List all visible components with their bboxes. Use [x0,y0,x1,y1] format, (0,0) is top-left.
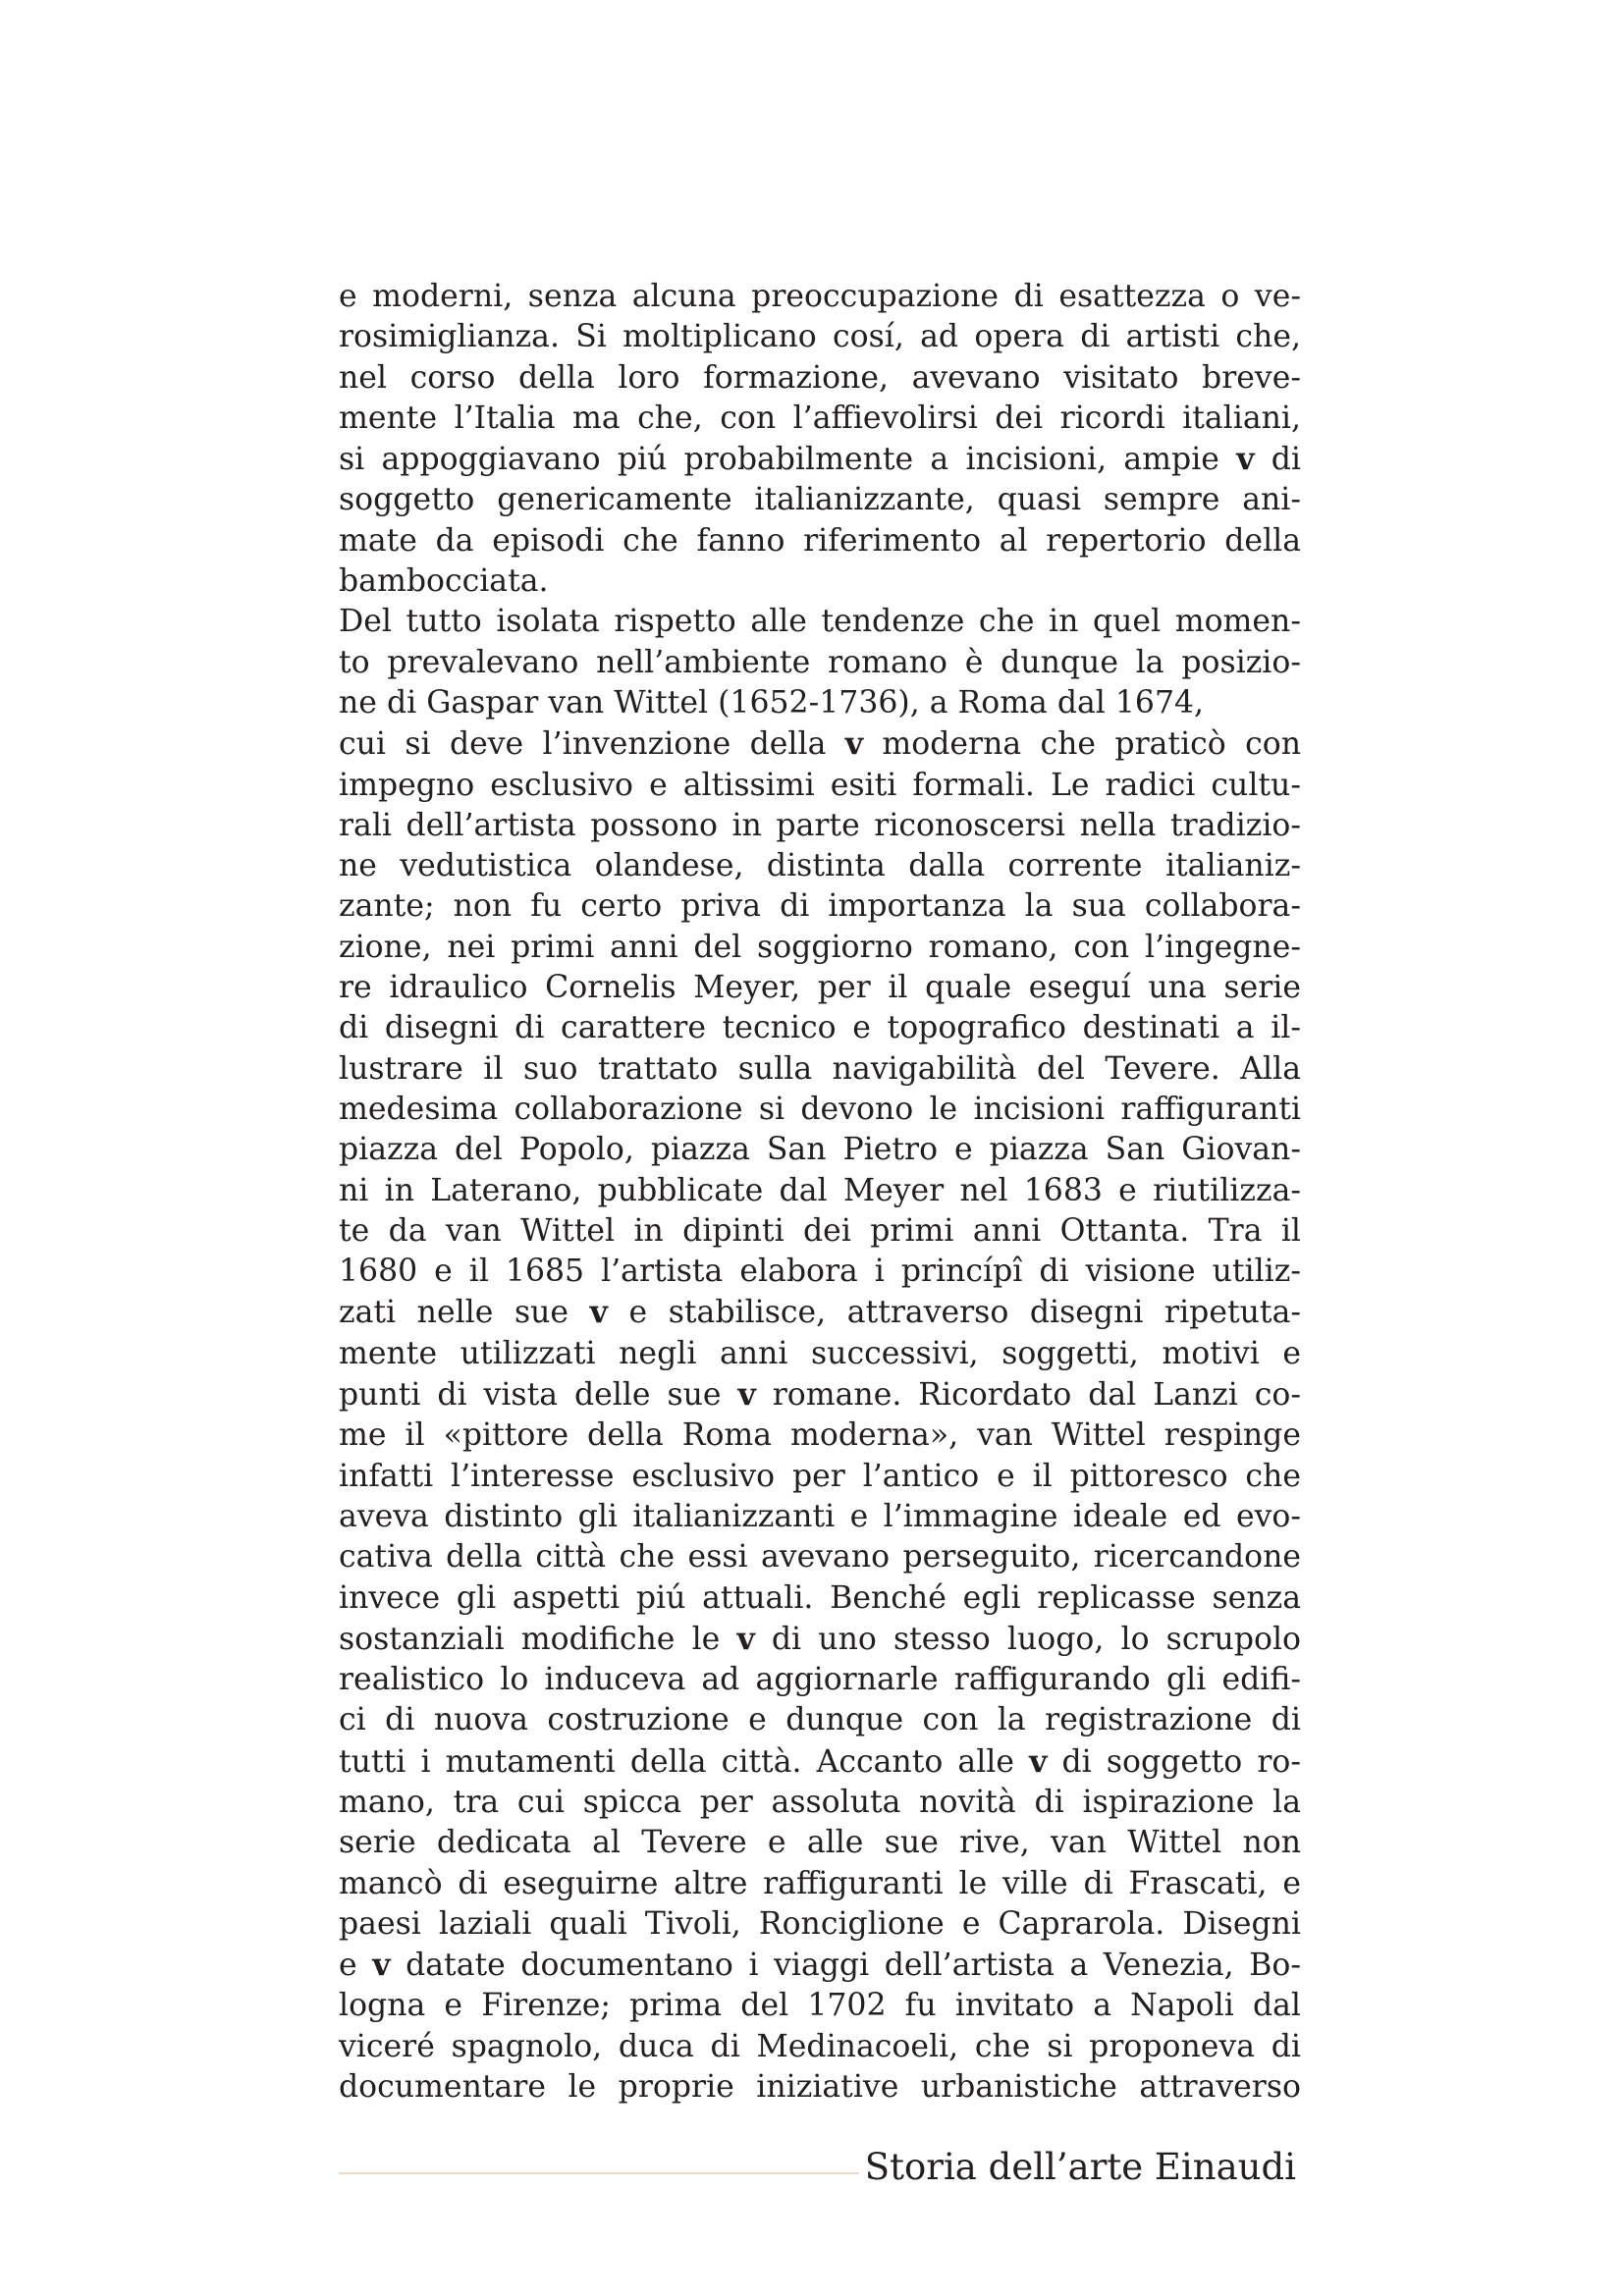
text-line: zione, nei primi anni del soggiorno romano, con l’ingegne- [339,929,1301,965]
text-line: cativa della città che essi avevano perseguito, ricercandone [339,1539,1301,1575]
text-line: rali dell’artista possono in parte riconoscersi nella tradizio- [339,807,1301,843]
text-line: te da van Wittel in dipinti dei primi anni Ottanta. Tra il [339,1212,1301,1249]
text-line: mate da episodi che fanno riferimento al repertorio della [339,522,1301,559]
bold-abbreviation: v [844,725,864,763]
text-line: invece gli aspetti piú attuali. Benché egli replicasse senza [339,1579,1301,1616]
text-line: sostanziali modifiche le v di uno stesso luogo, lo scrupolo [339,1620,1301,1657]
text-line: mente l’Italia ma che, con l’affievolirsi dei ricordi italiani, [339,400,1301,436]
text-line: zati nelle sue v e stabilisce, attraverso disegni ripetuta- [339,1294,1301,1331]
text-line: ne di Gaspar van Wittel (1652-1736), a Roma dal 1674, [339,684,1205,721]
text-line: mano, tra cui spicca per assoluta novità di ispirazione la [339,1784,1301,1820]
text-line: serie dedicata al Tevere e alle sue rive, van Wittel non [339,1825,1301,1861]
text-line: medesima collaborazione si devono le incisioni raffiguranti [339,1091,1301,1127]
text-line: paesi laziali quali Tivoli, Ronciglione e Caprarola. Disegni [339,1905,1301,1942]
text-line: logna e Firenze; prima del 1702 fu invitato a Napoli dal [339,1988,1301,2024]
text-line: infatti l’interesse esclusivo per l’antico e il pittoresco che [339,1458,1301,1494]
text-line: cui si deve l’invenzione della v moderna che praticò con [339,725,1302,763]
text-line: di disegni di carattere tecnico e topografico destinati a il- [339,1010,1301,1046]
text-line: si appoggiavano piú probabilmente a incisioni, ampie v di [339,441,1301,478]
body-text [339,277,1301,2108]
text-line: realistico lo induceva ad aggiornarle raffigurando gli edifi- [339,1662,1301,1698]
text-line: e moderni, senza alcuna preoccupazione di esattezza o ve- [339,279,1301,314]
text-line: impegno esclusivo e altissimi esiti formali. Le radici cultu- [339,767,1301,803]
text-line: nel corso della loro formazione, avevano visitato breve- [339,359,1301,396]
text-line: mente utilizzati negli anni successivi, soggetti, motivi e [339,1335,1301,1371]
bold-abbreviation: v [589,1294,608,1331]
text-line: lustrare il suo trattato sulla navigabilità del Tevere. Alla [339,1050,1301,1087]
text-line: aveva distinto gli italianizzanti e l’immagine ideale ed evo- [339,1498,1301,1534]
bold-abbreviation: v [1236,441,1255,478]
text-line: Del tutto isolata rispetto alle tendenze che in quel momen- [339,604,1301,640]
text-line: e v datate documentano i viaggi dell’artista a Venezia, Bo- [339,1947,1302,1984]
text-line: mancò di eseguirne altre raffiguranti le ville di Frascati, e [339,1865,1301,1901]
text-line: viceré spagnolo, duca di Medinacoeli, che si proponeva di [339,2028,1301,2064]
text-line: punti di vista delle sue v romane. Ricordato dal Lanzi co- [339,1376,1301,1414]
text-line: me il «pittore della Roma moderna», van Wittel respinge [339,1417,1301,1454]
text-line: rosimiglianza. Si moltiplicano cosí, ad opera di artisti che, [339,319,1301,355]
bold-abbreviation: v [1029,1742,1048,1780]
text-line: re idraulico Cornelis Meyer, per il quale eseguí una serie [339,970,1301,1006]
footer-title: Storia dell’arte Einaudi [864,2146,1296,2188]
bold-abbreviation: v [372,1947,391,1984]
text-line: piazza del Popolo, piazza San Pietro e piazza San Giovan- [339,1132,1301,1168]
footer-rule [339,2172,859,2174]
text-line: tutti i mutamenti della città. Accanto alle v di soggetto ro- [339,1742,1302,1780]
text-line: documentare le proprie iniziative urbanistiche attraverso [339,2069,1301,2106]
text-line: bambocciata. [339,563,549,600]
text-line: ni in Laterano, pubblicate dal Meyer nel 1683 e riutilizza- [339,1172,1301,1208]
text-line: soggetto genericamente italianizzante, quasi sempre ani- [339,482,1301,518]
bold-abbreviation: v [736,1620,755,1657]
text-line: to prevalevano nell’ambiente romano è dunque la posizio- [339,644,1301,680]
text-line: ne vedutistica olandese, distinta dalla corrente italianiz- [339,848,1301,884]
text-line: ci di nuova costruzione e dunque con la registrazione di [339,1702,1301,1738]
bold-abbreviation: v [737,1376,756,1414]
text-line: zante; non fu certo priva di importanza la sua collabora- [339,888,1301,925]
text-line: 1680 e il 1685 l’artista elabora i princípî di visione utiliz- [339,1254,1301,1290]
